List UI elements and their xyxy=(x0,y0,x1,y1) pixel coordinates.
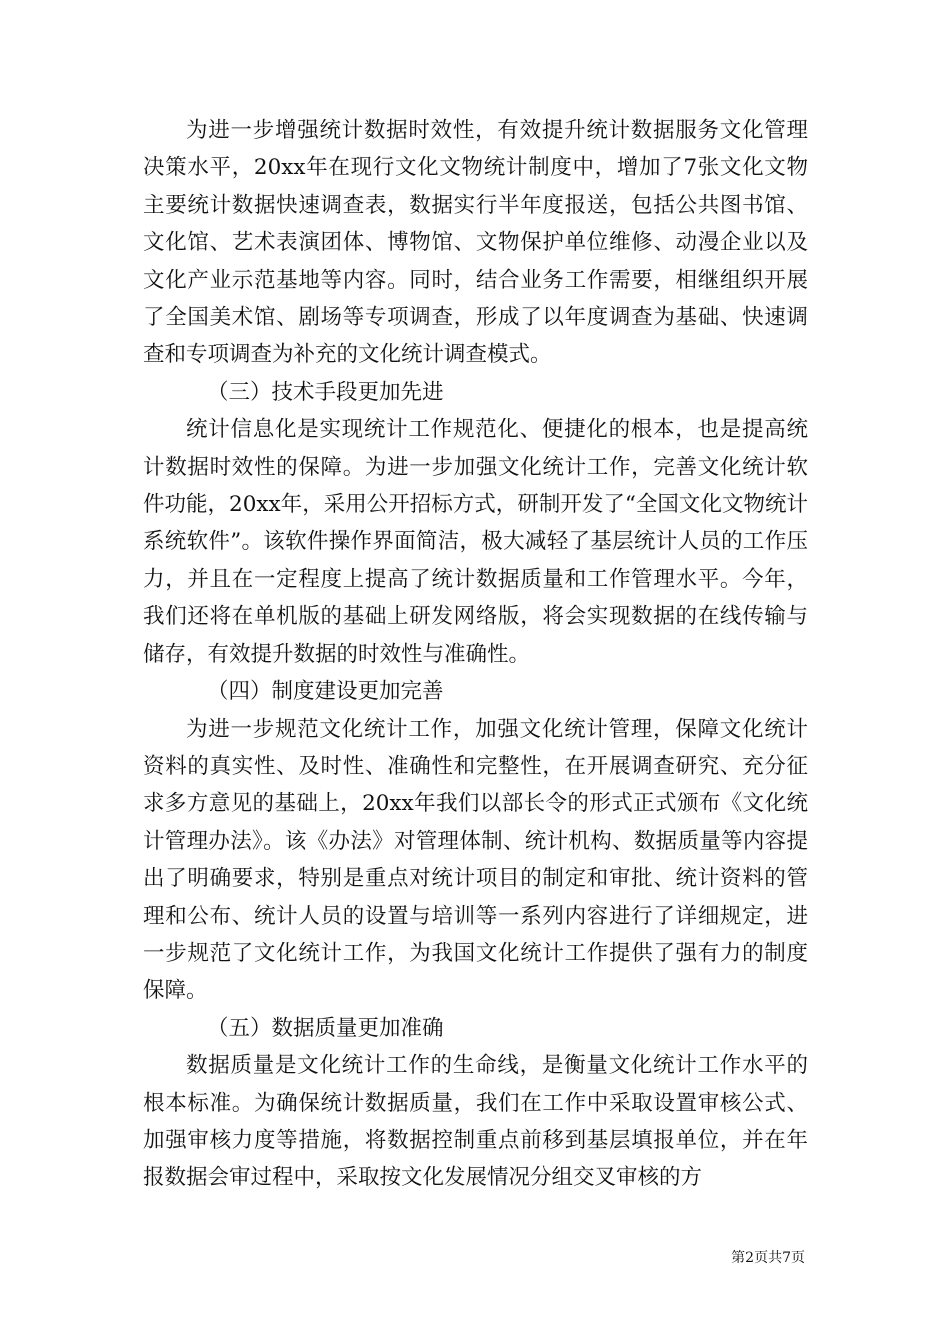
paragraph-data-quality: 数据质量是文化统计工作的生命线，是衡量文化统计工作水平的根本标准。为确保统计数据质量，我们在工作中采取设置审核公式、加强审核力度等措施，将数据控制重点前移到基层填报单位，并在年报数据会审过程中，采取按文化发展情况分组交叉审核的方 xyxy=(143,1053,808,1191)
paragraph-technology: 统计信息化是实现统计工作规范化、便捷化的根本，也是提高统计数据时效性的保障。为进一步加强文化统计工作，完善文化统计软件功能，20xx年，采用公开招标方式，研制开发了“全国文化文物统计系统软件”。该软件操作界面简洁，极大减轻了基层统计人员的工作压力，并且在一定程度上提高了统计数据质量和工作管理水平。今年，我们还将在单机版的基础上研发网络版，将会实现数据的在线传输与储存，有效提升数据的时效性与准确性。 xyxy=(143,417,808,667)
section-heading-data-quality: （五）数据质量更加准确 xyxy=(207,1015,444,1041)
section-heading-regulations: （四）制度建设更加完善 xyxy=(207,679,444,705)
paragraph-survey-system: 为进一步增强统计数据时效性，有效提升统计数据服务文化管理决策水平，20xx年在现行文化文物统计制度中，增加了7张文化文物主要统计数据快速调查表，数据实行半年度报送，包括公共图书馆、文化馆、艺术表演团体、博物馆、文物保护单位维修、动漫企业以及文化产业示范基地等内容。同时，结合业务工作需要，相继组织开展了全国美术馆、剧场等专项调查，形成了以年度调查为基础、快速调查和专项调查为补充的文化统计调查模式。 xyxy=(143,118,808,368)
section-heading-technology: （三）技术手段更加先进 xyxy=(207,379,444,405)
page-number-footer: 第2页共7页 xyxy=(731,1250,805,1266)
paragraph-regulations: 为进一步规范文化统计工作，加强文化统计管理，保障文化统计资料的真实性、及时性、准确性和完整性，在开展调查研究、充分征求多方意见的基础上，20xx年我们以部长令的形式正式颁布《文化统计管理办法》。该《办法》对管理体制、统计机构、数据质量等内容提出了明确要求，特别是重点对统计项目的制定和审批、统计资料的管理和公布、统计人员的设置与培训等一系列内容进行了详细规定，进一步规范了文化统计工作，为我国文化统计工作提供了强有力的制度保障。 xyxy=(143,716,808,1004)
document-body xyxy=(143,112,808,1197)
